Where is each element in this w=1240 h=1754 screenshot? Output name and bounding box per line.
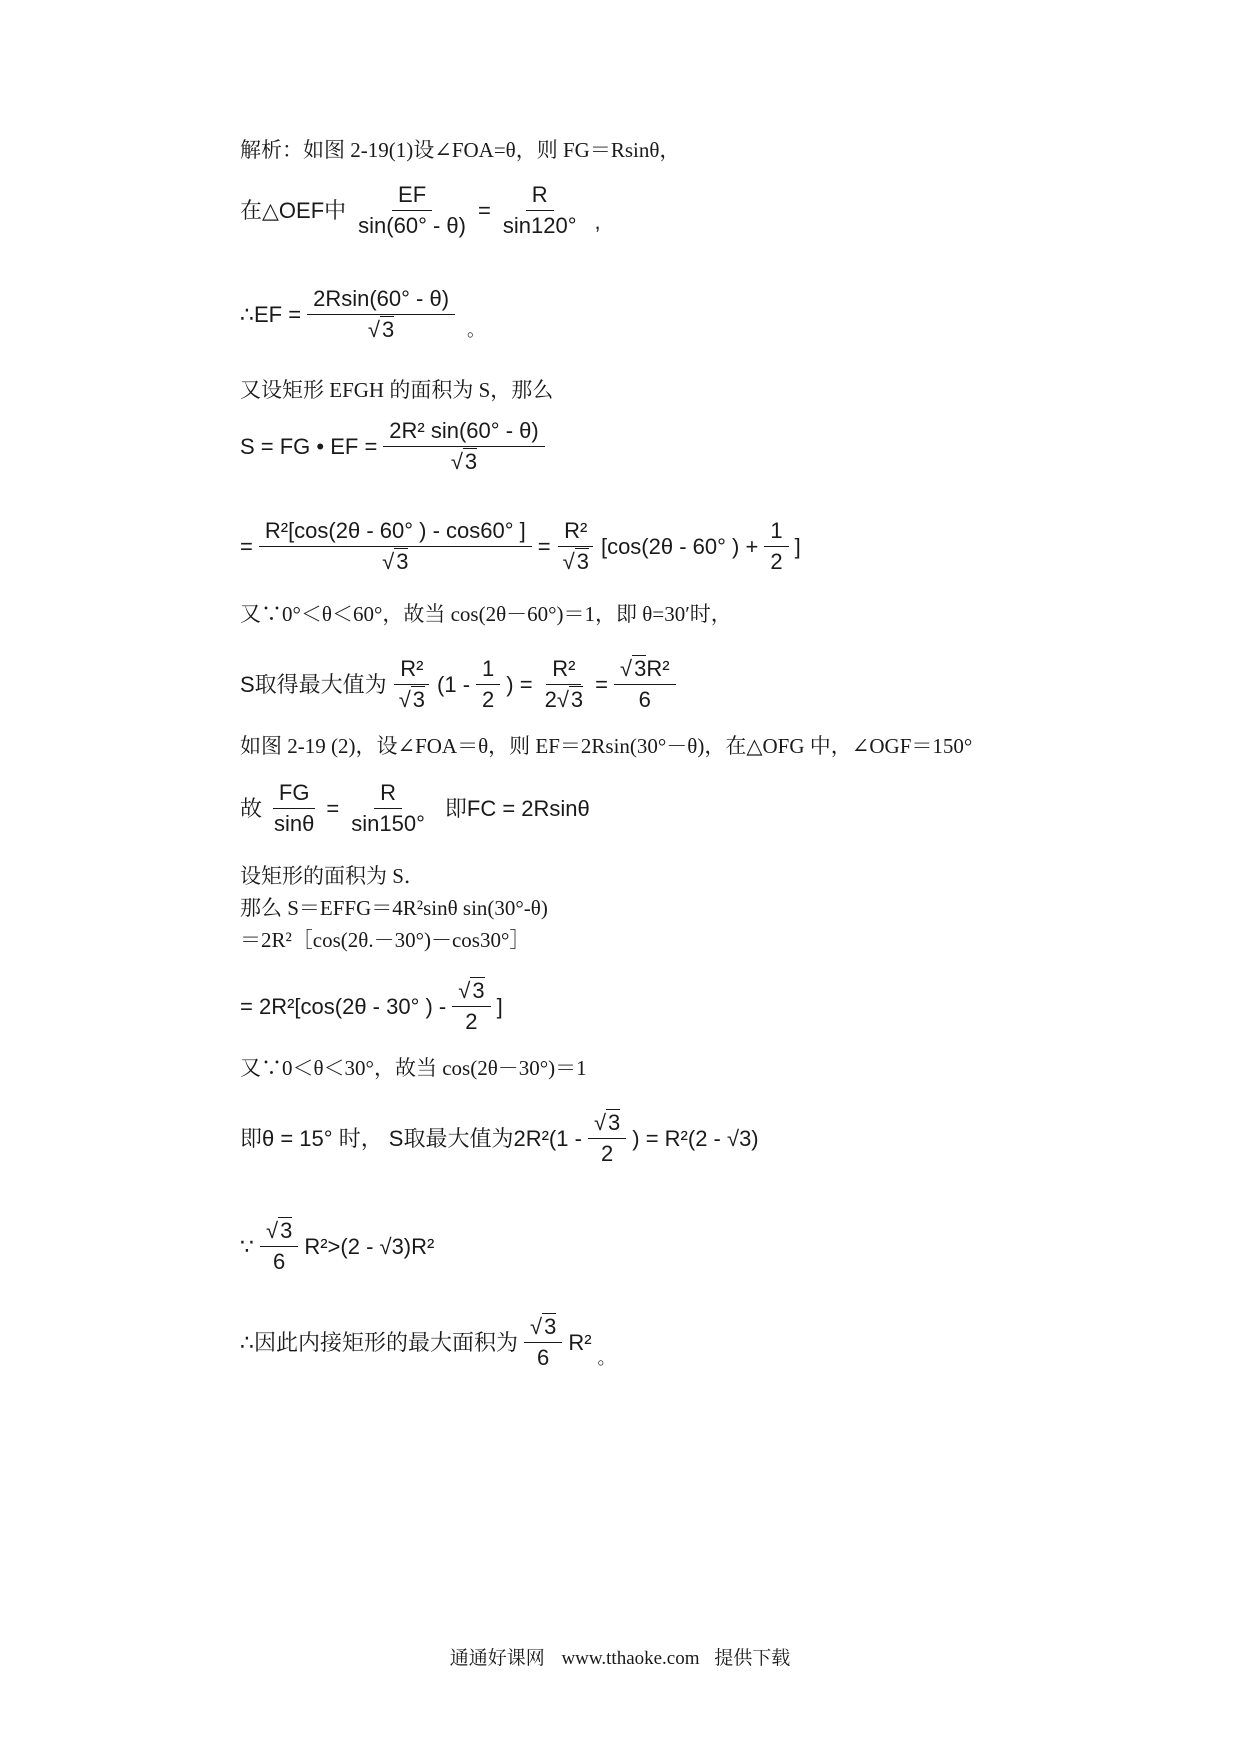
fraction-ef: $\frac{EF}{\sin(60^\circ - \theta)}$ <box>358 182 466 238</box>
sine-law-equation: 在△OEF中 $\frac{EF}{\sin(60^\circ - \theta)}$ = $\frac{R}{\sin 120^\circ}$ , <box>240 182 601 238</box>
sqrt-symbol: √3 <box>530 1314 557 1339</box>
fraction-r2-2sqrt3: $\frac{\text{R²}}{2√3}$ <box>544 656 584 712</box>
page-footer <box>0 1643 1240 1670</box>
fraction-r2-sqrt3: $\frac{\text{R²}}{√3}$ <box>557 520 595 573</box>
sqrt-symbol: √3 <box>450 449 478 474</box>
second-max-value-equation: 即θ = 15° 时， S取最大值为2R²(1 - $\frac{√3}{2}$ ) = R²(2 - √3) <box>240 1110 759 1166</box>
footer-url[interactable]: www.tthaoke.com <box>561 1648 700 1669</box>
conclusion-equation: ∴因此内接矩形的最大面积为 $\frac{√3}{6}$ R² 。 <box>240 1314 616 1370</box>
fraction-fg: $\frac{FG}{\sin\theta}$ <box>274 780 315 836</box>
fraction-half: $\frac{1}{2}$ <box>764 520 788 573</box>
second-area-simplified-equation: = 2R²[cos(2θ - 30° ) - $\frac{√3}{2}$ ] <box>240 978 503 1034</box>
second-area-equation-line: 那么 S＝EFFG＝4R²sinθ sin(30°-θ) <box>240 896 548 920</box>
fraction-half: $\frac{1}{2}$ <box>476 658 500 711</box>
fraction-sqrt3-2: $\frac{√3}{2}$ <box>588 1112 626 1165</box>
footer-download-text: 提供下载 <box>714 1648 791 1669</box>
area-expansion-equation: = $\frac{\text{R²[cos(2θ - 60° ) - cos60° ]}}{√3}$ = $\frac{\text{R²}}{√3}$ [cos(2θ - 60° ) + $\frac{1}{2}$ ] <box>240 518 801 574</box>
sqrt-symbol: √3 <box>266 1218 293 1243</box>
comparison-equation: ∵ $\frac{√3}{6}$ R²>(2 - √3)R² <box>240 1218 435 1274</box>
fraction-ef-value: $\frac{2Rsin(60^\circ - \theta)}{√3}$ <box>307 288 455 341</box>
sqrt-symbol: √3 <box>556 687 584 712</box>
sqrt-symbol: √3 <box>620 656 647 681</box>
second-max-condition-line: 又∵0＜θ＜30°，故当 cos(2θ－30°)＝1 <box>240 1056 587 1080</box>
sqrt-symbol: √3 <box>382 549 409 574</box>
fraction-sqrt3-6: $\frac{√3}{6}$ <box>524 1316 562 1369</box>
solution-intro-line: 解析：如图 2-19(1)设∠FOA=θ，则 FG＝Rsinθ， <box>240 138 681 162</box>
area-equation: S = FG • EF = $\frac{\text{2R² sin(60° - θ)}}{√3}$ <box>240 420 551 473</box>
sqrt-symbol: √3 <box>593 1110 621 1135</box>
ef-equation: ∴EF = $\frac{2Rsin(60^\circ - \theta)}{√3}$ 。 <box>240 286 486 342</box>
sqrt-symbol: √3 <box>398 687 426 712</box>
max-condition-line: 又∵0°＜θ＜60°，故当 cos(2θ－60°)＝1，即 θ=30′时， <box>240 602 732 626</box>
max-value-equation: S取得最大值为 $\frac{\text{R²}}{√3}$ (1 - $\frac{1}{2}$ ) = $\frac{\text{R²}}{2√3}$ = $\frac{\text{√3R²}}{6}$ <box>240 658 682 711</box>
fraction-r: $\frac{R}{\sin 120^\circ}$ <box>502 182 577 238</box>
fraction-sqrt3r2-6: $\frac{\text{√3R²}}{6}$ <box>614 658 676 711</box>
footer-site-name: 通通好课网 <box>449 1648 545 1669</box>
second-sine-law-equation: 故 $\frac{FG}{\sin\theta}$ = $\frac{R}{\sin 150^\circ}$ 即FC = 2Rsinθ <box>240 780 590 836</box>
fraction-r-sin150: $\frac{R}{\sin 150^\circ}$ <box>351 780 425 836</box>
second-area-definition-line: 设矩形的面积为 S． <box>240 864 425 888</box>
fraction-r2-sqrt3: $\frac{\text{R²}}{√3}$ <box>393 658 431 711</box>
sqrt-symbol: √3 <box>367 317 395 342</box>
sqrt-symbol: √3 <box>562 549 589 574</box>
fraction-area: $\frac{\text{2R² sin(60° - θ)}}{√3}$ <box>383 420 544 473</box>
second-area-expansion-line: ＝2R²［cos(2θ.－30°)－cos30°］ <box>240 928 531 952</box>
second-case-line: 如图 2-19 (2)，设∠FOA＝θ，则 EF＝2Rsin(30°－θ)，在△OFG 中，∠OGF＝150° <box>240 734 973 758</box>
area-definition-line: 又设矩形 EFGH 的面积为 S，那么 <box>240 378 554 402</box>
fraction-cos-diff: $\frac{\text{R²[cos(2θ - 60° ) - cos60° ]}}{√3}$ <box>259 520 532 573</box>
fraction-sqrt3-2: $\frac{√3}{2}$ <box>452 980 490 1033</box>
fraction-sqrt3-6: $\frac{√3}{6}$ <box>260 1220 298 1273</box>
sqrt-symbol: √3 <box>458 978 485 1003</box>
